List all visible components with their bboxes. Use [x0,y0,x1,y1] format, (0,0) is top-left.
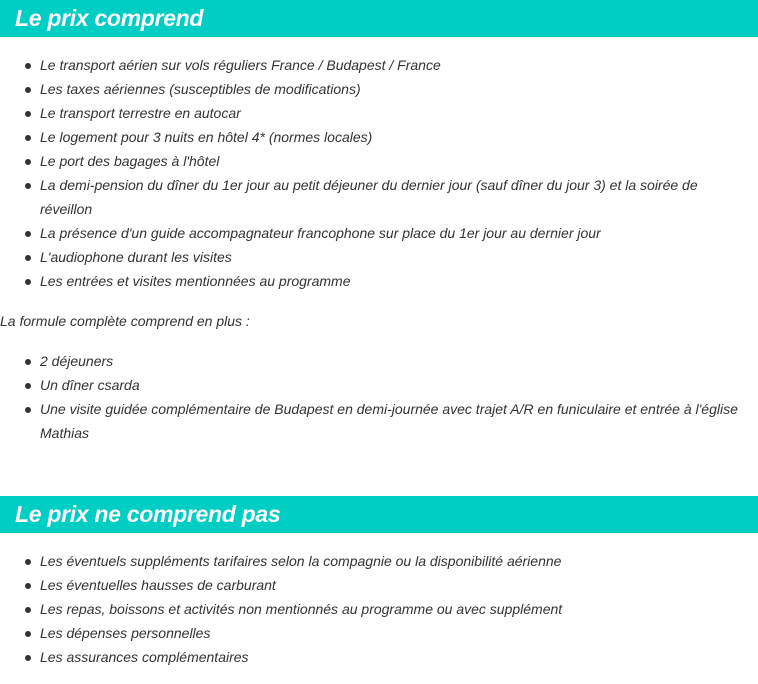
list-item: Les taxes aériennes (susceptibles de modifications) [0,77,758,101]
complete-formula-list [0,349,758,445]
list-item: Le logement pour 3 nuits en hôtel 4* (normes locales) [0,125,758,149]
complete-formula-intro: La formule complète comprend en plus : [0,313,250,329]
list-item: Les assurances complémentaires [0,645,758,669]
list-item: Le port des bagages à l'hôtel [0,149,758,173]
list-item: La demi-pension du dîner du 1er jour au petit déjeuner du dernier jour (sauf dîner du jour 3) et la soirée de réveillon [0,173,758,221]
included-list [0,53,758,293]
list-item: Les dépenses personnelles [0,621,758,645]
list-item: Le transport aérien sur vols réguliers France / Budapest / France [0,53,758,77]
included-title: Le prix comprend [15,5,204,31]
excluded-title: Le prix ne comprend pas [15,501,281,527]
list-item: Le transport terrestre en autocar [0,101,758,125]
list-item: Les entrées et visites mentionnées au programme [0,269,758,293]
list-item: Une visite guidée complémentaire de Budapest en demi-journée avec trajet A/R en funiculaire et entrée à l'église Mathias [0,397,758,445]
list-item: Les éventuelles hausses de carburant [0,573,758,597]
list-item: La présence d'un guide accompagnateur francophone sur place du 1er jour au dernier jour [0,221,758,245]
list-item: Les repas, boissons et activités non mentionnés au programme ou avec supplément [0,597,758,621]
list-item: 2 déjeuners [0,349,758,373]
list-item: Les éventuels suppléments tarifaires selon la compagnie ou la disponibilité aérienne [0,549,758,573]
excluded-list [0,549,758,669]
list-item: L'audiophone durant les visites [0,245,758,269]
list-item: Un dîner csarda [0,373,758,397]
included-section-header [0,0,758,37]
excluded-section-header [0,496,758,533]
